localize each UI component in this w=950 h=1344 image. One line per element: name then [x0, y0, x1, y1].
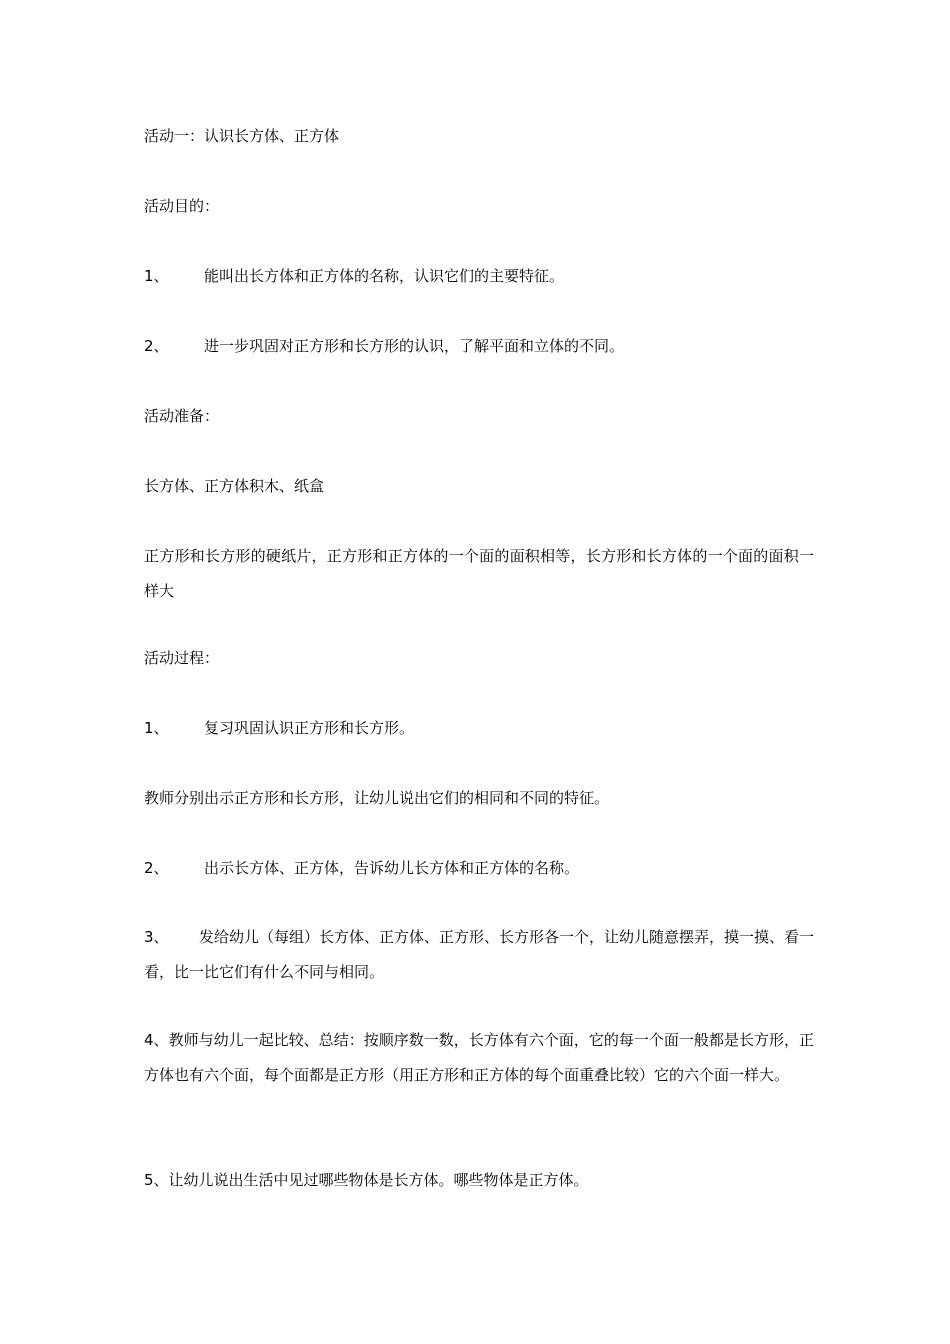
activity-title: 活动一：认识长方体、正方体: [144, 127, 340, 145]
process-heading: 活动过程：: [144, 649, 220, 667]
prep-item: 正方形和长方形的硬纸片，正方形和正方体的一个面的面积相等，长方形和长方体的一个面的面积一样大: [144, 547, 814, 600]
goal-item: [144, 329, 814, 364]
step-text: 发给幼儿（每组）长方体、正方体、正方形、长方形各一个，让幼儿随意摆弄，摸一摸、看一看，比一比它们有什么不同与相同。: [144, 928, 815, 981]
step-number: 5、: [144, 1171, 169, 1189]
step-item: [144, 920, 814, 990]
step-item: [144, 1163, 814, 1198]
goal-item: [144, 259, 814, 294]
step-text: 教师与幼儿一起比较、总结：按顺序数一数，长方体有六个面，它的每一个面一般都是长方形，正方体也有六个面，每个面都是正方形（用正方形和正方体的每个面重叠比较）它的六个面一样大。: [144, 1031, 815, 1084]
step-number: 1、: [144, 719, 169, 737]
prep-item: 长方体、正方体积木、纸盒: [144, 477, 325, 495]
goal-text: 能叫出长方体和正方体的名称，认识它们的主要特征。: [204, 267, 565, 285]
step-number: 3、: [144, 928, 169, 946]
step-text: 复习巩固认识正方形和长方形。: [204, 719, 415, 737]
step-number: 2、: [144, 859, 169, 877]
goal-text: 进一步巩固对正方形和长方形的认识，了解平面和立体的不同。: [204, 337, 625, 355]
step-number: 4、: [144, 1031, 169, 1049]
step-item: [144, 851, 814, 886]
step-item: [144, 711, 814, 746]
prep-heading: 活动准备：: [144, 407, 220, 425]
step-detail: 教师分别出示正方形和长方形，让幼儿说出它们的相同和不同的特征。: [144, 789, 610, 807]
step-text: 出示长方体、正方体，告诉幼儿长方体和正方体的名称。: [204, 859, 580, 877]
goal-number: 1、: [144, 267, 169, 285]
step-text: 让幼儿说出生活中见过哪些物体是长方体。哪些物体是正方体。: [168, 1171, 589, 1189]
goal-number: 2、: [144, 337, 169, 355]
goal-heading: 活动目的：: [144, 197, 220, 215]
step-item: [144, 1023, 814, 1093]
